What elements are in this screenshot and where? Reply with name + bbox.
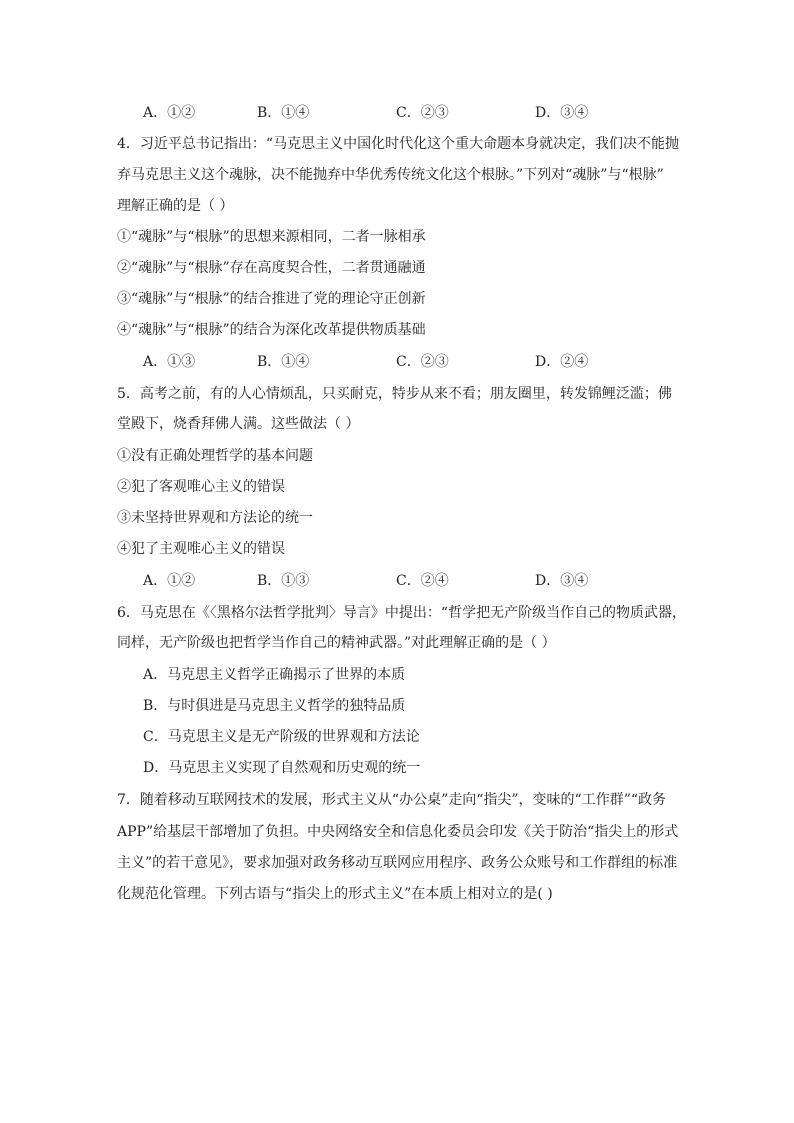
q5-stem-line-1: 5．高考之前，有的人心情烦乱，只买耐克，特步从来不看；朋友圈里，转发锦鲤泛滥；佛 [117,386,672,402]
q5-option-d: D．③④ [535,573,589,589]
q4-statement-2: ②“魂脉”与“根脉”存在高度契合性，二者贯通融通 [117,260,426,276]
q4-option-b: B．①④ [257,354,310,370]
q6-stem-line-2: 同样，无产阶级也把哲学当作自己的精神武器。”对此理解正确的是（ ） [117,635,556,651]
q5-statement-2: ②犯了客观唯心主义的错误 [117,479,285,495]
q4-stem-line-2: 弃马克思主义这个魂脉，决不能抛弃中华优秀传统文化这个根脉。”下列对“魂脉”与“根脉” [117,167,664,183]
q6-stem-line-1: 6．马克思在《〈黑格尔法哲学批判〉导言》中提出：“哲学把无产阶级当作自己的物质武器， [117,605,687,621]
q4-statement-1: ①“魂脉”与“根脉”的思想来源相同，二者一脉相承 [117,229,426,245]
q7-stem-line-3: 主义”的若干意见》，要求加强对政务移动互联网应用程序、政务公众账号和工作群组的标准 [117,855,678,871]
q3-option-a: A．①② [143,105,196,121]
q3-option-c: C．②③ [396,105,449,121]
q6-choice-a: A．马克思主义哲学正确揭示了世界的本质 [143,667,406,683]
q4-statement-3: ③“魂脉”与“根脉”的结合推进了党的理论守正创新 [117,291,426,307]
q3-option-b: B．①④ [257,105,310,121]
q5-option-b: B．①③ [257,573,310,589]
q7-stem-line-2: APP”给基层干部增加了负担。中央网络安全和信息化委员会印发《关于防治“指尖上的形式 [117,824,679,840]
q5-statement-1: ①没有正确处理哲学的基本问题 [117,448,313,464]
q4-option-c: C．②③ [396,354,449,370]
q6-choice-d: D．马克思主义实现了自然观和历史观的统一 [143,760,421,776]
q7-stem-line-1: 7．随着移动互联网技术的发展，形式主义从“办公桌”走向“指尖”，变味的“工作群”“政务 [117,792,667,808]
q5-option-a: A．①② [143,573,196,589]
q4-statement-4: ④“魂脉”与“根脉”的结合为深化改革提供物质基础 [117,322,426,338]
q5-statement-4: ④犯了主观唯心主义的错误 [117,541,285,557]
q7-stem-line-4: 化规范化管理。下列古语与“指尖上的形式主义”在本质上相对立的是( ) [117,886,553,902]
q5-option-c: C．②④ [396,573,449,589]
q4-option-d: D．②④ [535,354,589,370]
q4-option-a: A．①③ [143,354,196,370]
q3-option-d: D．③④ [535,105,589,121]
q4-stem-line-3: 理解正确的是（ ） [117,198,234,214]
q6-choice-b: B．与时俱进是马克思主义哲学的独特品质 [143,698,406,714]
q5-statement-3: ③未坚持世界观和方法论的统一 [117,510,313,526]
q6-choice-c: C．马克思主义是无产阶级的世界观和方法论 [143,729,420,745]
q5-stem-line-2: 堂殿下，烧香拜佛人满。这些做法（ ） [117,416,360,432]
q4-stem-line-1: 4．习近平总书记指出：“马克思主义中国化时代化这个重大命题本身就决定，我们决不能抛 [117,136,680,152]
